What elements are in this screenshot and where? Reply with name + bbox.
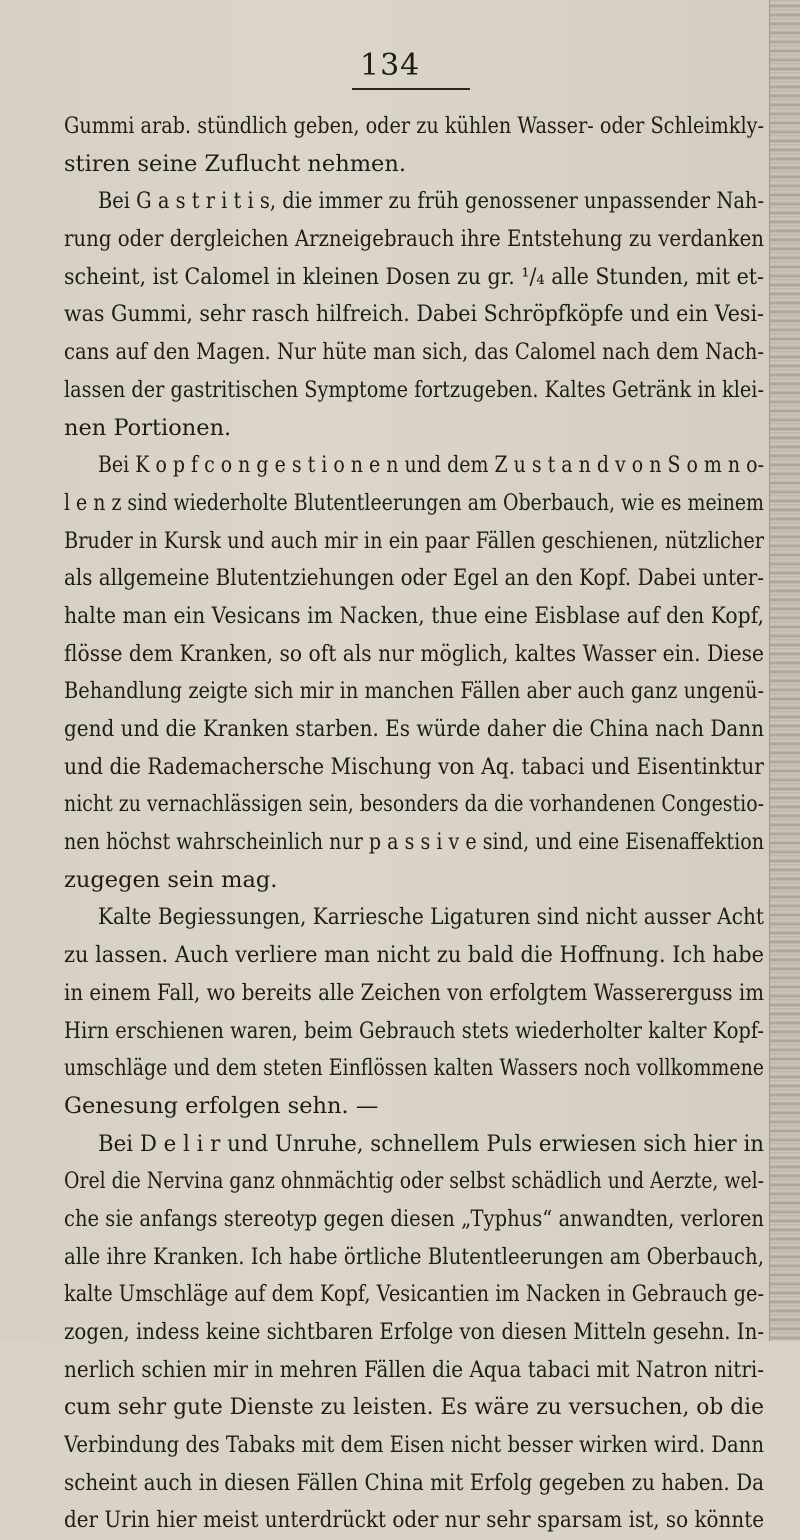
body-text [64,108,764,1540]
text-line: nicht zu vernachlässigen sein, besonders da die vorhandenen Congestio- [64,791,764,818]
text-line: in einem Fall, wo bereits alle Zeichen von erfolgtem Wassererguss im [64,979,764,1006]
text-line: l e n z sind wiederholte Blutentleerungen am Oberbauch, wie es meinem [64,489,764,516]
text-line: stiren seine Zuflucht nehmen. [64,150,407,177]
text-line: cans auf den Magen. Nur hüte man sich, das Calomel nach dem Nach- [64,339,764,366]
text-line: Behandlung zeigte sich mir in manchen Fällen aber auch ganz ungenü- [64,678,764,705]
text-line: Bei D e l i r und Unruhe, schnellem Puls erwiesen sich hier in [98,1130,764,1157]
page-number: 134 [360,48,421,83]
header-rule [352,88,470,90]
text-line: nerlich schien mir in mehren Fällen die Aqua tabaci mit Natron nitri- [64,1356,764,1383]
text-line: nen Portionen. [64,414,232,441]
text-line: flösse dem Kranken, so oft als nur möglich, kaltes Wasser ein. Diese [64,640,764,667]
text-line: als allgemeine Blutentziehungen oder Egel an den Kopf. Dabei unter- [64,565,764,592]
text-line: Bruder in Kursk und auch mir in ein paar Fällen geschienen, nützlicher [64,527,764,554]
text-line: Hirn erschienen waren, beim Gebrauch stets wiederholter kalter Kopf- [64,1017,764,1044]
text-line: was Gummi, sehr rasch hilfreich. Dabei Schröpfköpfe und ein Vesi- [64,301,764,328]
text-line: Genesung erfolgen sehn. — [64,1092,379,1119]
text-line: nen höchst wahrscheinlich nur p a s s i v e sind, und eine Eisenaffektion [64,829,764,856]
text-line: rung oder dergleichen Arzneigebrauch ihre Entstehung zu verdanken [64,226,764,253]
text-line: scheint auch in diesen Fällen China mit Erfolg gegeben zu haben. Da [64,1469,764,1496]
page-edge [769,0,800,1341]
text-line: scheint, ist Calomel in kleinen Dosen zu gr. ¹/₄ alle Stunden, mit et- [64,263,764,290]
text-line: halte man ein Vesicans im Nacken, thue eine Eisblase auf den Kopf, [64,602,764,629]
text-line: kalte Umschläge auf dem Kopf, Vesicantien im Nacken in Gebrauch ge- [64,1281,764,1308]
text-line: Verbindung des Tabaks mit dem Eisen nicht besser wirken wird. Dann [64,1432,764,1459]
text-line: Kalte Begiessungen, Karriesche Ligaturen sind nicht ausser Acht [98,904,764,931]
text-line: Gummi arab. stündlich geben, oder zu kühlen Wasser- oder Schleimkly- [64,113,764,139]
text-line: zugegen sein mag. [64,866,278,893]
text-line: zu lassen. Auch verliere man nicht zu bald die Hoffnung. Ich habe [64,942,764,969]
text-line: cum sehr gute Dienste zu leisten. Es wäre zu versuchen, ob die [64,1394,764,1421]
text-line: und die Rademachersche Mischung von Aq. tabaci und Eisentinktur [64,753,764,780]
text-line: umschläge und dem steten Einflössen kalten Wassers noch vollkommene [64,1055,764,1082]
text-line: der Urin hier meist unterdrückt oder nur sehr sparsam ist, so könnte [64,1507,764,1534]
text-line: alle ihre Kranken. Ich habe örtliche Blutentleerungen am Oberbauch, [64,1243,764,1270]
text-line: Bei K o p f c o n g e s t i o n e n und dem Z u s t a n d v o n S o m n o- [98,452,764,479]
text-line: Orel die Nervina ganz ohnmächtig oder selbst schädlich und Aerzte, wel- [64,1168,764,1195]
text-line: zogen, indess keine sichtbaren Erfolge von diesen Mitteln gesehn. In- [64,1319,764,1345]
text-line: gend und die Kranken starben. Es würde daher die China nach Dann [64,716,764,742]
text-line: Bei G a s t r i t i s, die immer zu früh genossener unpassender Nah- [98,188,764,215]
text-line: che sie anfangs stereotyp gegen diesen „Typhus“ anwandten, verloren [64,1205,764,1232]
text-line: lassen der gastritischen Symptome fortzugeben. Kaltes Getränk in klei- [64,376,764,403]
